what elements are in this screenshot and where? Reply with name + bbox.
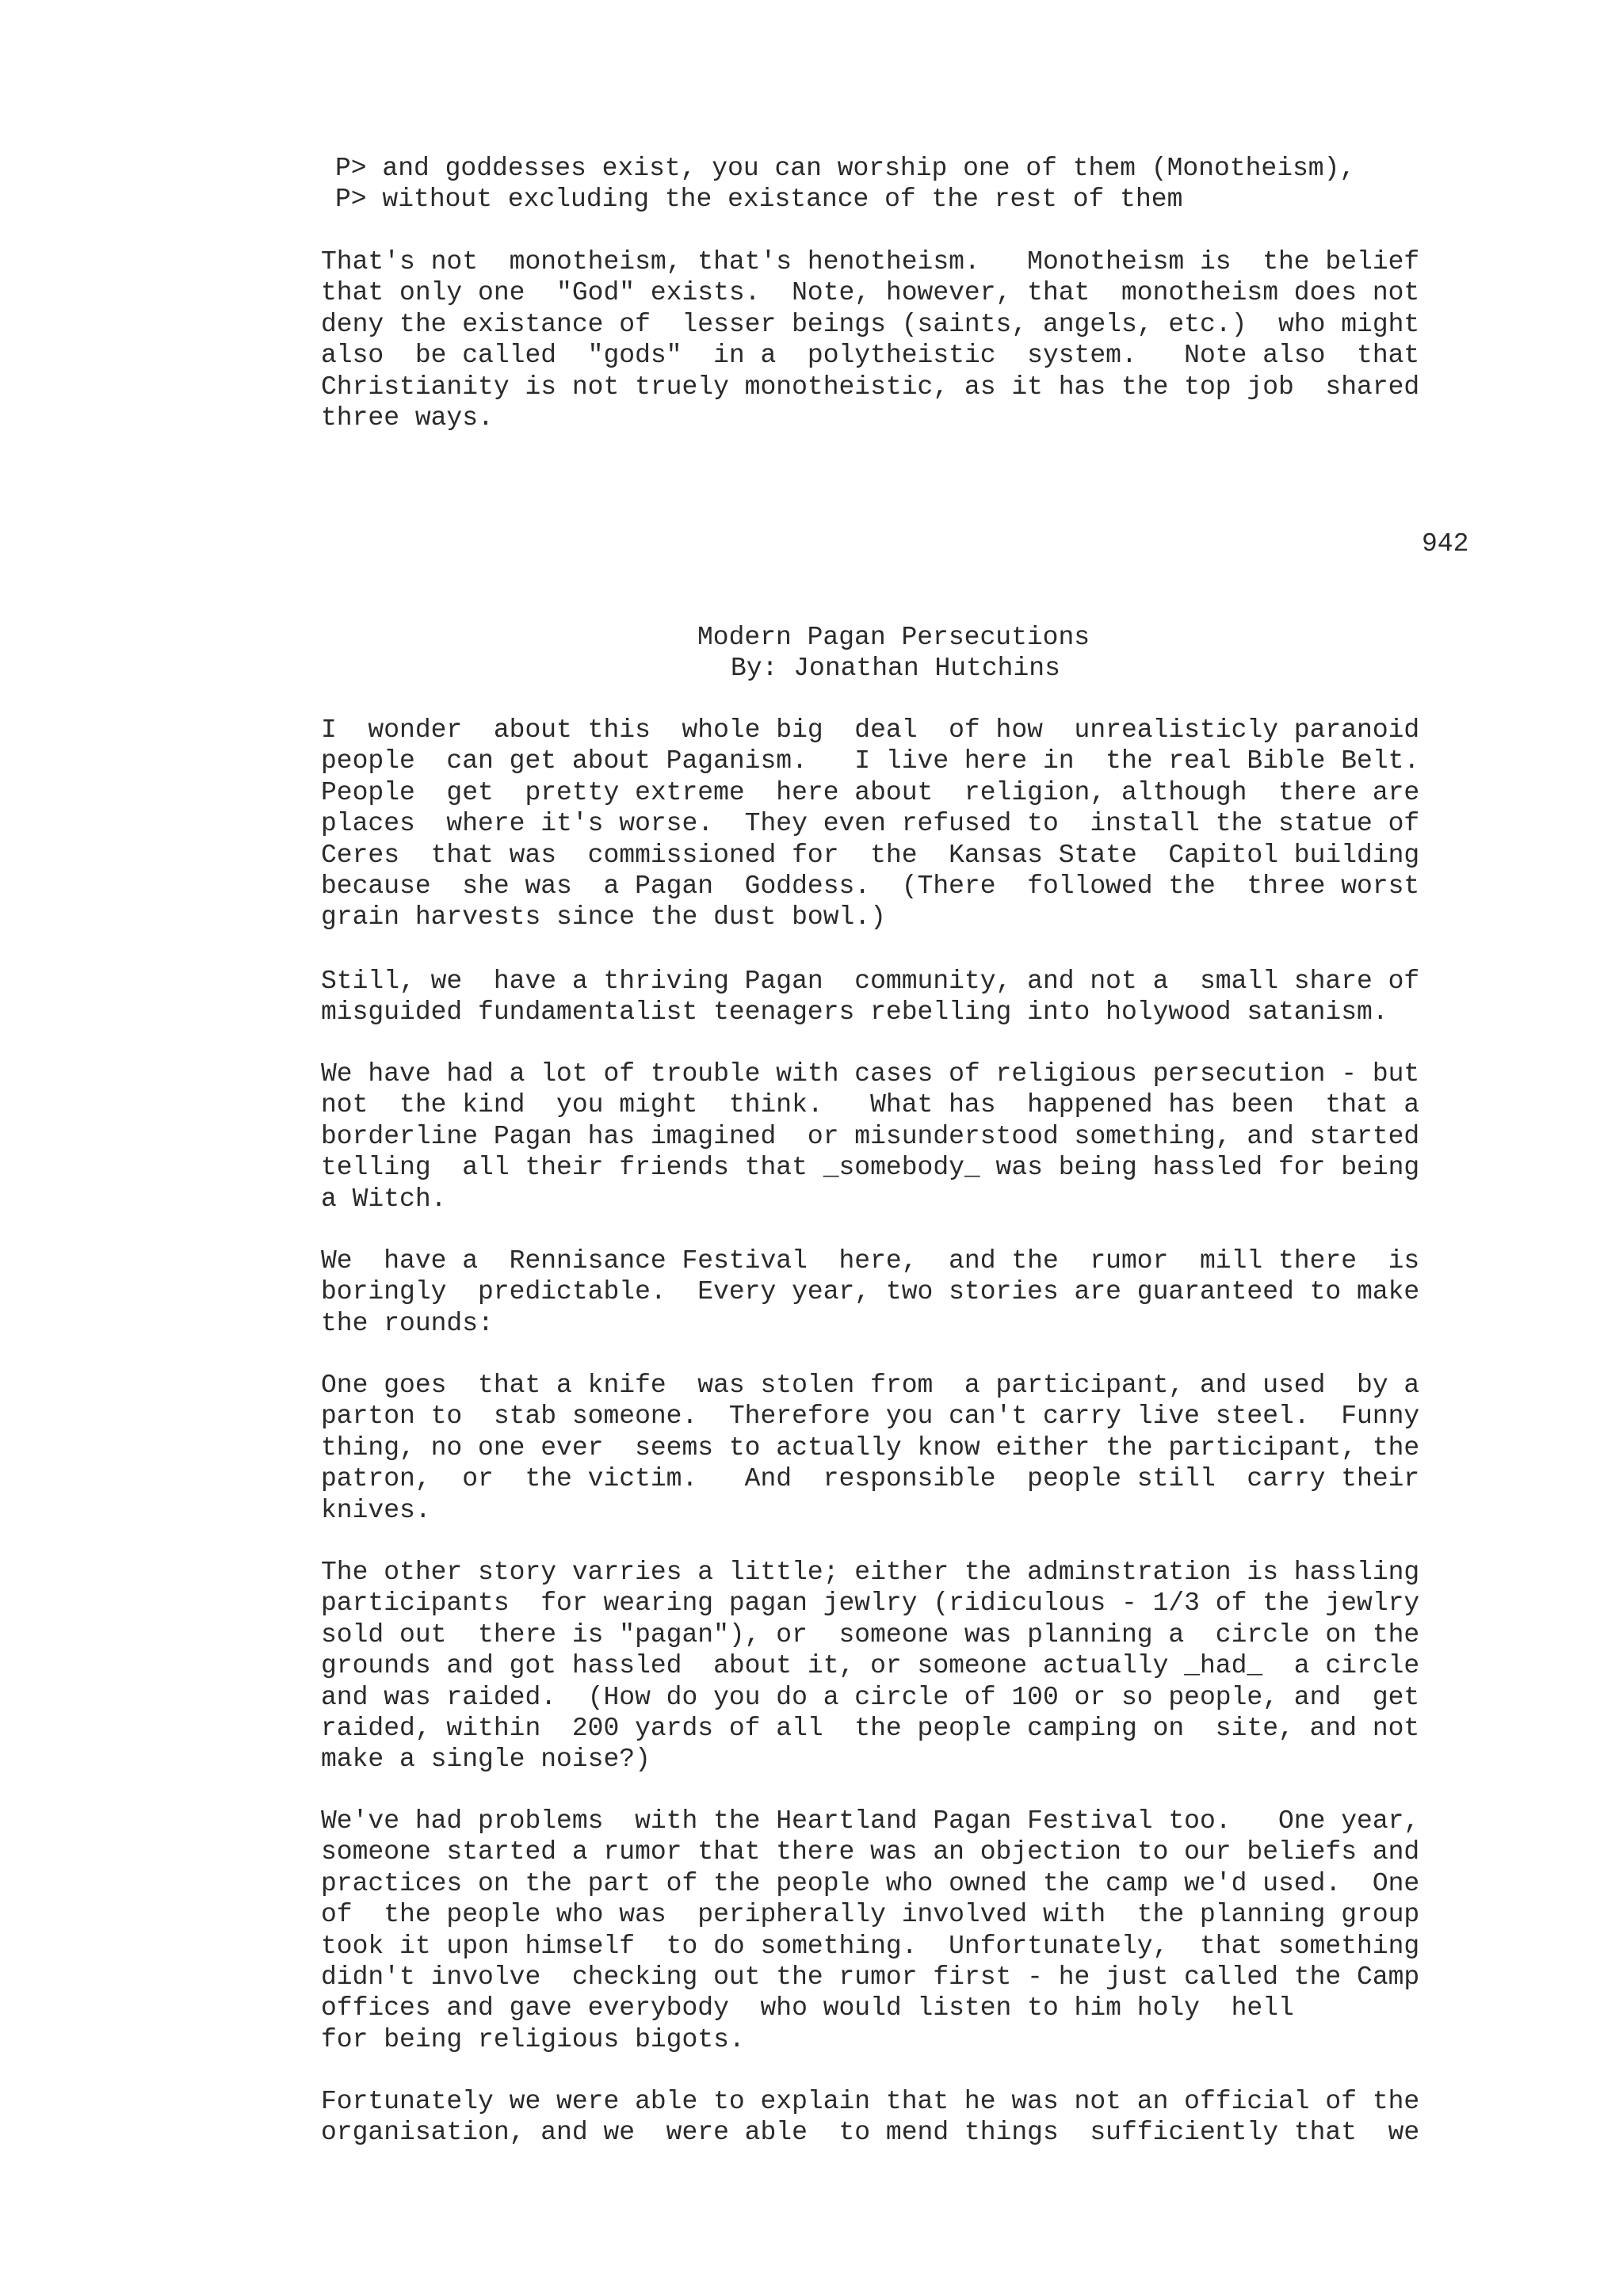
article-paragraph	[321, 1370, 1419, 1526]
text-line: We have a Rennisance Festival here, and the rumor mill there is	[321, 1246, 1420, 1276]
text-line: practices on the part of the people who owned the camp we'd used. One	[321, 1868, 1420, 1898]
page-number: 942	[1422, 529, 1469, 559]
text-line: three ways.	[321, 403, 494, 433]
text-line: borderline Pagan has imagined or misunderstood something, and started	[321, 1121, 1420, 1151]
text-line: someone started a rumor that there was an objection to our beliefs and	[321, 1837, 1420, 1867]
article-title: Modern Pagan Persecutions	[697, 623, 1090, 652]
quote-line: P> without excluding the existance of the rest of them	[335, 185, 1183, 215]
text-line: Still, we have a thriving Pagan community, and not a small share of	[321, 967, 1420, 996]
text-line: Fortunately we were able to explain that he was not an official of the	[321, 2087, 1420, 2116]
text-line: because she was a Pagan Goddess. (There followed the three worst	[321, 871, 1420, 902]
reply-paragraph	[321, 246, 1419, 433]
article-byline: By: Jonathan Hutchins	[731, 654, 1060, 683]
text-line: Ceres that was commissioned for the Kansas State Capitol building	[321, 840, 1420, 870]
text-line: telling all their friends that _somebody_ was being hassled for being	[321, 1153, 1420, 1183]
text-line: raided, within 200 yards of all the people camping on site, and not	[321, 1714, 1420, 1744]
text-line: knives.	[321, 1495, 431, 1525]
text-line: That's not monotheism, that's henotheism. Monotheism is the belief	[321, 247, 1420, 277]
text-line: a Witch.	[321, 1184, 447, 1214]
text-line: places where it's worse. They even refused to install the statue of	[321, 809, 1420, 839]
text-line: boringly predictable. Every year, two stories are guaranteed to make	[321, 1277, 1420, 1307]
text-line: The other story varries a little; either the adminstration is hassling	[321, 1558, 1420, 1587]
text-line: I wonder about this whole big deal of how unrealisticly paranoid	[321, 715, 1420, 745]
text-line: sold out there is "pagan"), or someone was planning a circle on the	[321, 1619, 1420, 1650]
text-line: the rounds:	[321, 1308, 494, 1338]
text-line: that only one "God" exists. Note, however, that monotheism does not	[321, 278, 1420, 308]
quoted-text	[335, 153, 1355, 215]
text-line: We've had problems with the Heartland Pagan Festival too. One year,	[321, 1806, 1420, 1836]
article-paragraph	[321, 1806, 1419, 2055]
article-paragraph	[321, 715, 1419, 933]
text-line: for being religious bigots.	[321, 2024, 745, 2054]
text-line: also be called "gods" in a polytheistic system. Note also that	[321, 341, 1420, 371]
article-paragraph	[321, 2086, 1419, 2149]
text-line: people can get about Paganism. I live here in the real Bible Belt.	[321, 746, 1420, 776]
text-line: and was raided. (How do you do a circle of 100 or so people, and get	[321, 1682, 1420, 1712]
text-line: of the people who was peripherally involved with the planning group	[321, 1900, 1420, 1930]
text-line: People get pretty extreme here about religion, although there are	[321, 777, 1420, 807]
text-line: grounds and got hassled about it, or someone actually _had_ a circle	[321, 1651, 1420, 1681]
text-line: Christianity is not truely monotheistic, as it has the top job shared	[321, 372, 1420, 402]
text-line: make a single noise?)	[321, 1745, 651, 1775]
text-line: offices and gave everybody who would listen to him holy hell	[321, 1993, 1294, 2023]
article-paragraph	[321, 1058, 1419, 1215]
text-line: parton to stab someone. Therefore you can't carry live steel. Funny	[321, 1402, 1420, 1432]
quote-line: P> and goddesses exist, you can worship one of them (Monotheism),	[335, 154, 1356, 183]
text-line: deny the existance of lesser beings (saints, angels, etc.) who might	[321, 309, 1420, 339]
text-line: grain harvests since the dust bowl.)	[321, 902, 886, 933]
text-line: didn't involve checking out the rumor first - he just called the Camp	[321, 1962, 1420, 1993]
text-line: participants for wearing pagan jewlry (ridiculous - 1/3 of the jewlry	[321, 1589, 1420, 1619]
text-line: misguided fundamentalist teenagers rebelling into holywood satanism.	[321, 997, 1388, 1028]
text-line: organisation, and we were able to mend things sufficiently that we	[321, 2118, 1420, 2148]
text-line: One goes that a knife was stolen from a participant, and used by a	[321, 1371, 1420, 1400]
text-line: thing, no one ever seems to actually know either the participant, the	[321, 1432, 1420, 1463]
text-line: took it upon himself to do something. Unfortunately, that something	[321, 1931, 1420, 1961]
article-paragraph	[321, 966, 1419, 1028]
text-line: not the kind you might think. What has happened has been that a	[321, 1090, 1420, 1120]
text-line: patron, or the victim. And responsible people still carry their	[321, 1464, 1420, 1494]
article-paragraph	[321, 1245, 1419, 1339]
text-line: We have had a lot of trouble with cases of religious persecution - but	[321, 1059, 1420, 1089]
article-paragraph	[321, 1557, 1419, 1775]
